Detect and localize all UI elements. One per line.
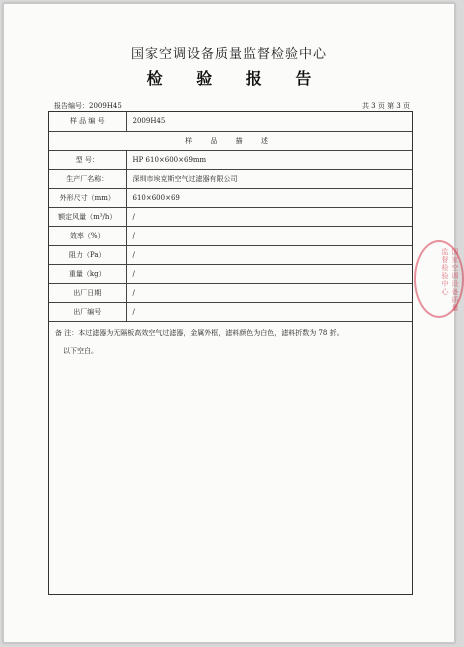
sample-table [49,112,412,322]
table-row [49,112,412,131]
remark-text: 备 注：本过滤器为无隔板高效空气过滤器，金属外框，滤料颜色为白色，滤料折数为 78 折。 [55,328,344,337]
table-row [49,264,412,283]
row-label: 外形尺寸（mm） [49,188,126,207]
table-row [49,131,412,150]
section-title: 样 品 描 述 [49,131,412,150]
stamp-text: 国家空调设备质量监督检验中心 [441,248,459,312]
table-row [49,188,412,207]
row-value: / [126,207,412,226]
row-label: 重量（kg） [49,264,126,283]
notes-section [49,322,412,357]
report-page [3,3,455,643]
center-name: 国家空调设备质量监督检验中心 [130,47,327,62]
official-seal-stamp [414,240,464,318]
table-row [49,169,412,188]
row-value: / [126,226,412,245]
row-value: / [126,302,412,321]
row-value: 深圳市埃克斯空气过滤器有限公司 [126,169,412,188]
table-row [49,207,412,226]
table-row [49,245,412,264]
report-number: 报告编号：2009H45 [54,102,122,110]
row-value: / [126,264,412,283]
row-value: / [126,245,412,264]
report-frame [48,111,413,595]
sample-number-value: 2009H45 [126,112,412,131]
row-label: 生产厂名称： [49,169,126,188]
table-row [49,283,412,302]
row-label: 出厂日期 [49,283,126,302]
row-label: 阻力（Pa） [49,245,126,264]
page-info: 共 3 页 第 3 页 [361,102,410,110]
row-label: 出厂编号 [49,302,126,321]
row-value: HP 610×600×69mm [126,150,412,169]
row-label: 型 号： [49,150,126,169]
row-value: / [126,283,412,302]
table-row [49,226,412,245]
row-label: 额定风量（m³/h） [49,207,126,226]
row-value: 610×600×69 [126,188,412,207]
table-row [49,302,412,321]
row-label: 效率（%） [49,226,126,245]
sample-number-label: 样 品 编 号 [49,112,126,131]
table-row [49,150,412,169]
blank-below-text: 以下空白。 [63,346,98,355]
report-title: 检 验 报 告 [146,69,326,88]
